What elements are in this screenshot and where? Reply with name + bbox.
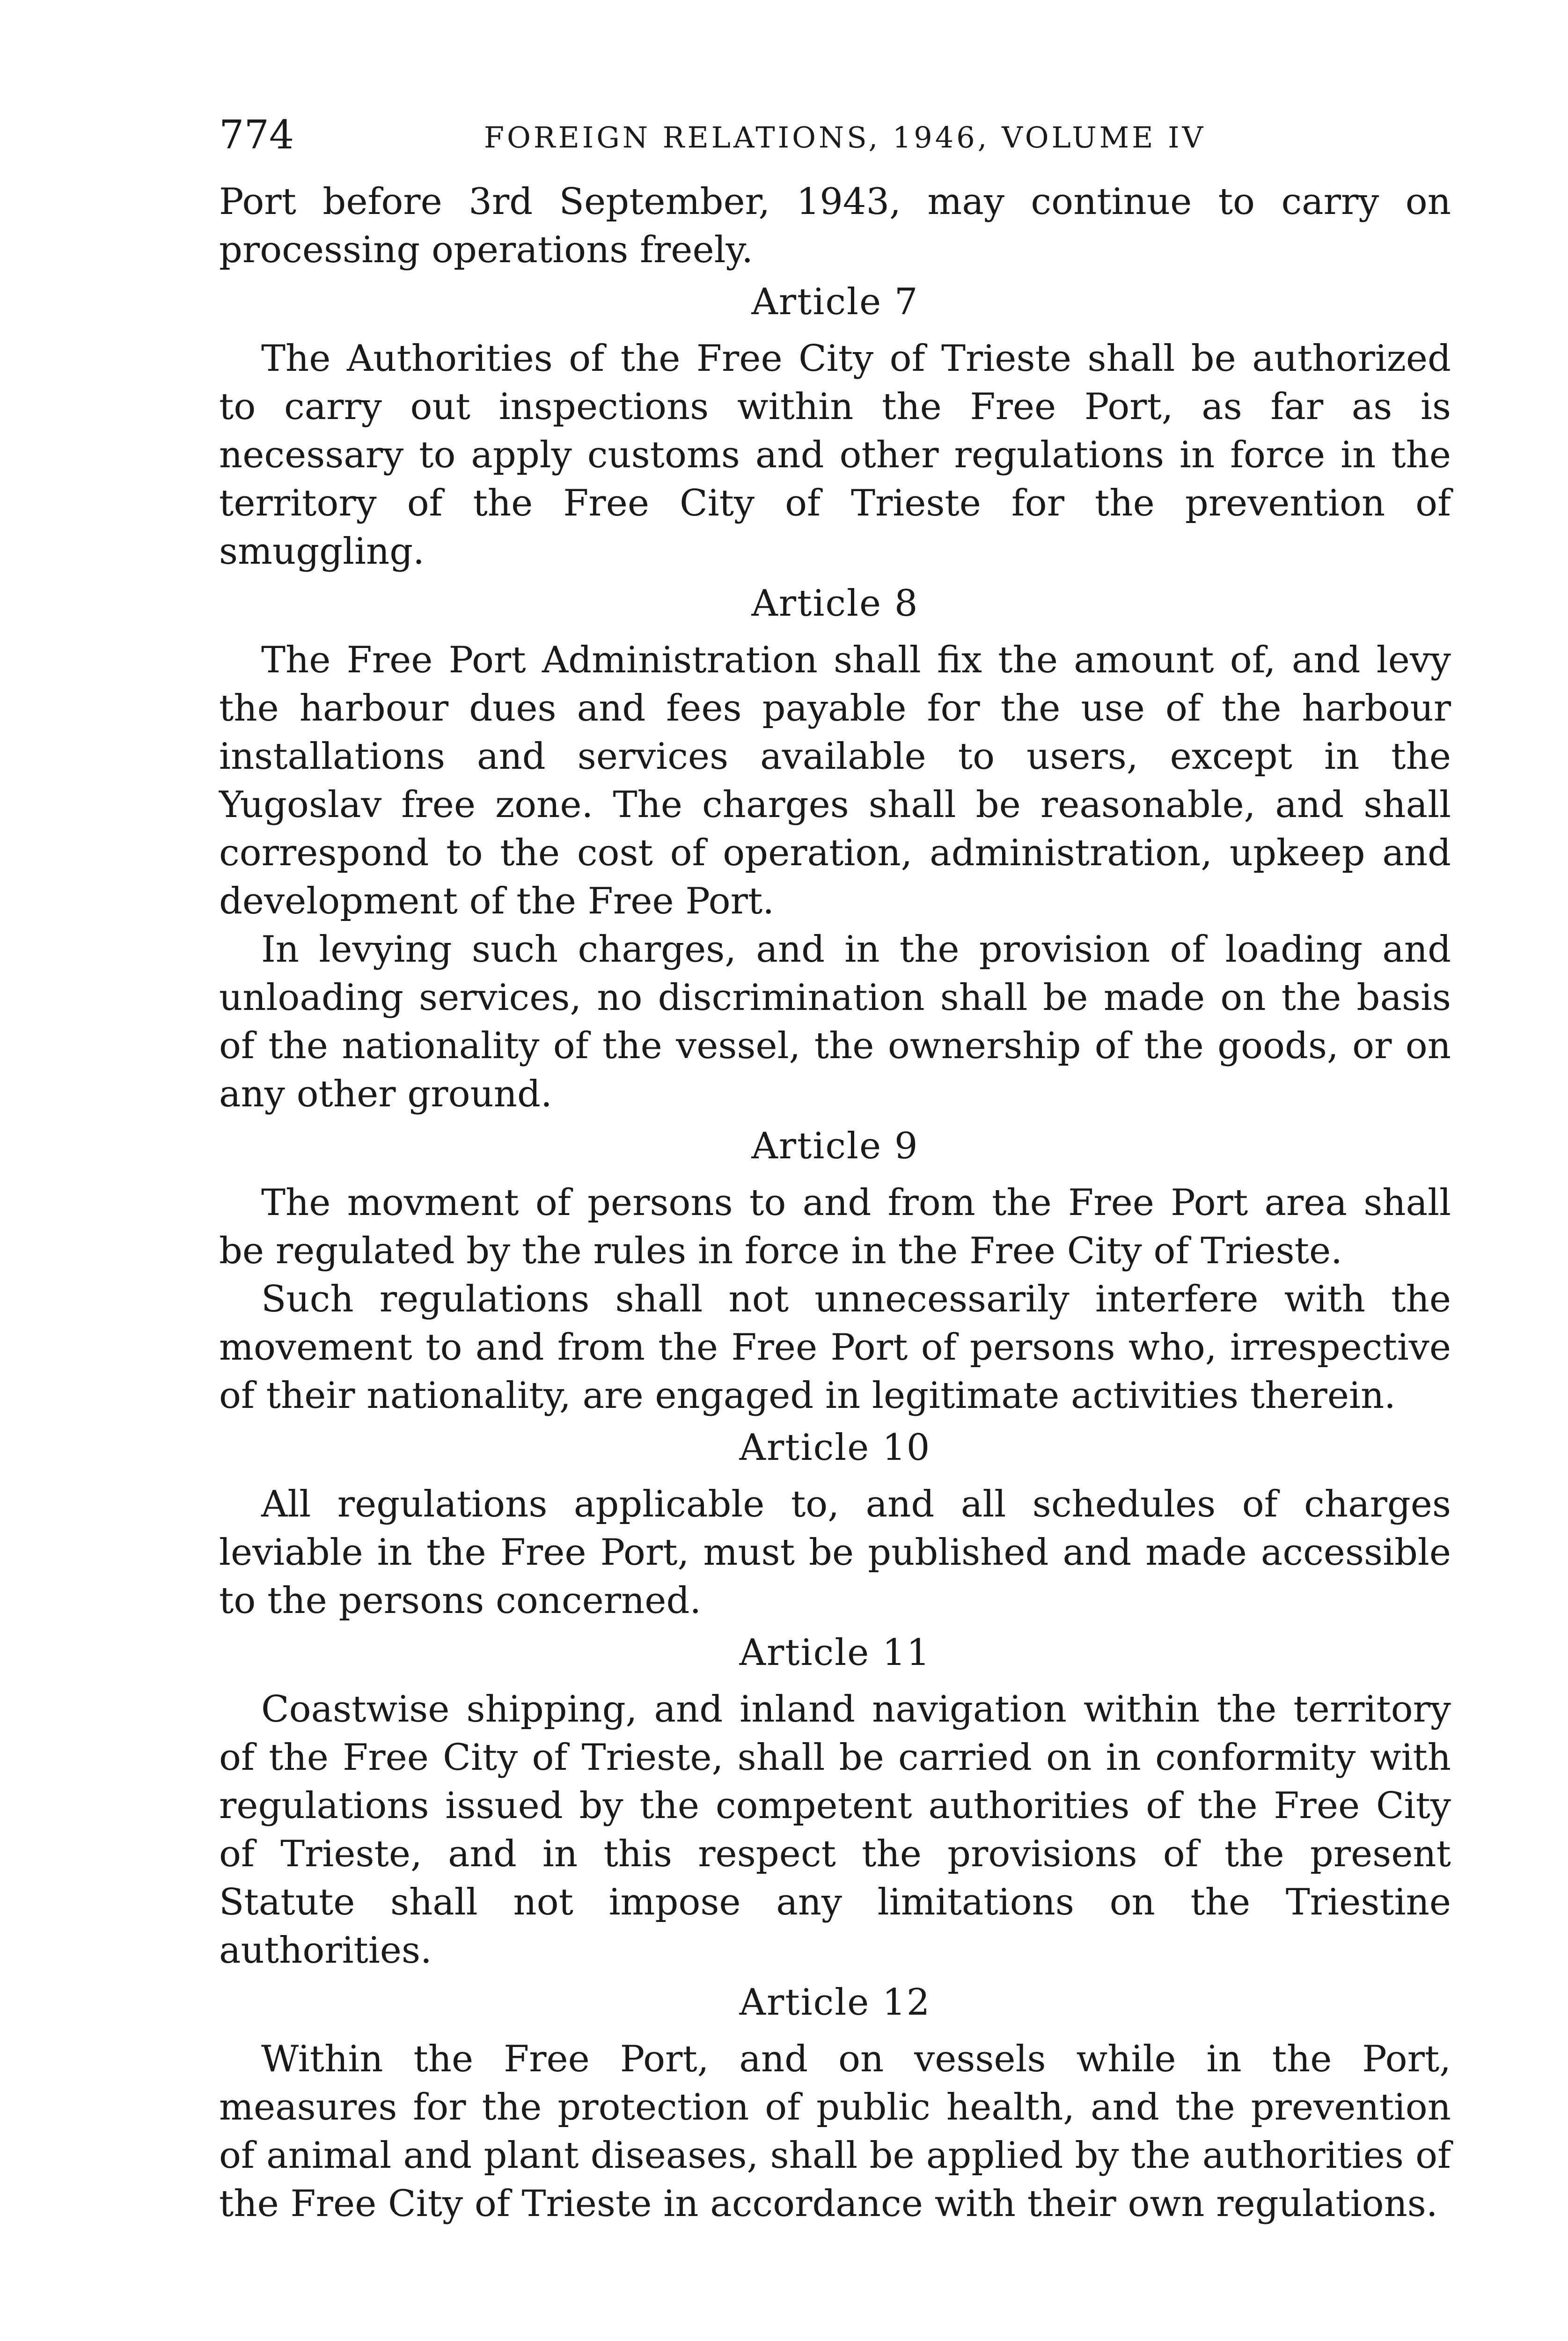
article-heading: Article 7	[751, 281, 919, 323]
article-heading: Article 9	[751, 1125, 919, 1167]
running-head: FOREIGN RELATIONS, 1946, VOLUME IV	[484, 120, 1206, 155]
article-11	[219, 1625, 1451, 1975]
article-heading: Article 10	[739, 1427, 931, 1469]
article-heading: Article 8	[751, 582, 919, 625]
article-heading: Article 11	[739, 1632, 931, 1674]
article-8	[219, 576, 1451, 1119]
page-number: 774	[219, 112, 294, 158]
page-header	[219, 112, 1451, 164]
article-paragraph: In levying such charges, and in the provision of loading and unloading services, no discrimination shall be made on the basis of the nationality of the vessel, the ownership of the goods, or on any other ground.	[219, 928, 1451, 1115]
article-paragraph: The movment of persons to and from the Free Port area shall be regulated by the rules in force in the Free City of Trieste.	[219, 1182, 1451, 1272]
document-page	[219, 112, 1451, 2228]
article-paragraph: All regulations applicable to, and all schedules of charges leviable in the Free Port, must be published and made accessible to the persons concerned.	[219, 1483, 1451, 1622]
article-9	[219, 1119, 1451, 1420]
article-paragraph: Coastwise shipping, and inland navigation within the territory of the Free City of Trieste, shall be carried on in conformity with regulations issued by the competent authorities of the Free City of Trieste, and in this respect the provisions of the present Statute shall not impose any limitations on the Triestine authorities.	[219, 1688, 1451, 1972]
intro-paragraph: Port before 3rd September, 1943, may continue to carry on processing operations freely.	[219, 181, 1451, 271]
article-12	[219, 1975, 1451, 2228]
article-paragraph: Such regulations shall not unnecessarily interfere with the movement to and from the Free Port of persons who, irrespective of their nationality, are engaged in legitimate activities therein.	[219, 1278, 1451, 1417]
article-heading: Article 12	[739, 1981, 931, 2024]
document-body	[219, 178, 1451, 2228]
article-paragraph: The Free Port Administration shall fix the amount of, and levy the harbour dues and fees payable for the use of the harbour installations and services available to users, except in the Yugoslav free zone. The charges shall be reasonable, and shall correspond to the cost of operation, administration, upkeep and development of the Free Port.	[219, 639, 1451, 922]
article-paragraph: The Authorities of the Free City of Trieste shall be authorized to carry out inspections within the Free Port, as far as is necessary to apply customs and other regulations in force in the territory of the Free City of Trieste for the prevention of smuggling.	[219, 338, 1451, 573]
article-10	[219, 1420, 1451, 1625]
article-7	[219, 274, 1451, 576]
article-paragraph: Within the Free Port, and on vessels while in the Port, measures for the protection of public health, and the prevention of animal and plant diseases, shall be applied by the authorities of the Free City of Trieste in accordance with their own regulations.	[219, 2038, 1451, 2225]
